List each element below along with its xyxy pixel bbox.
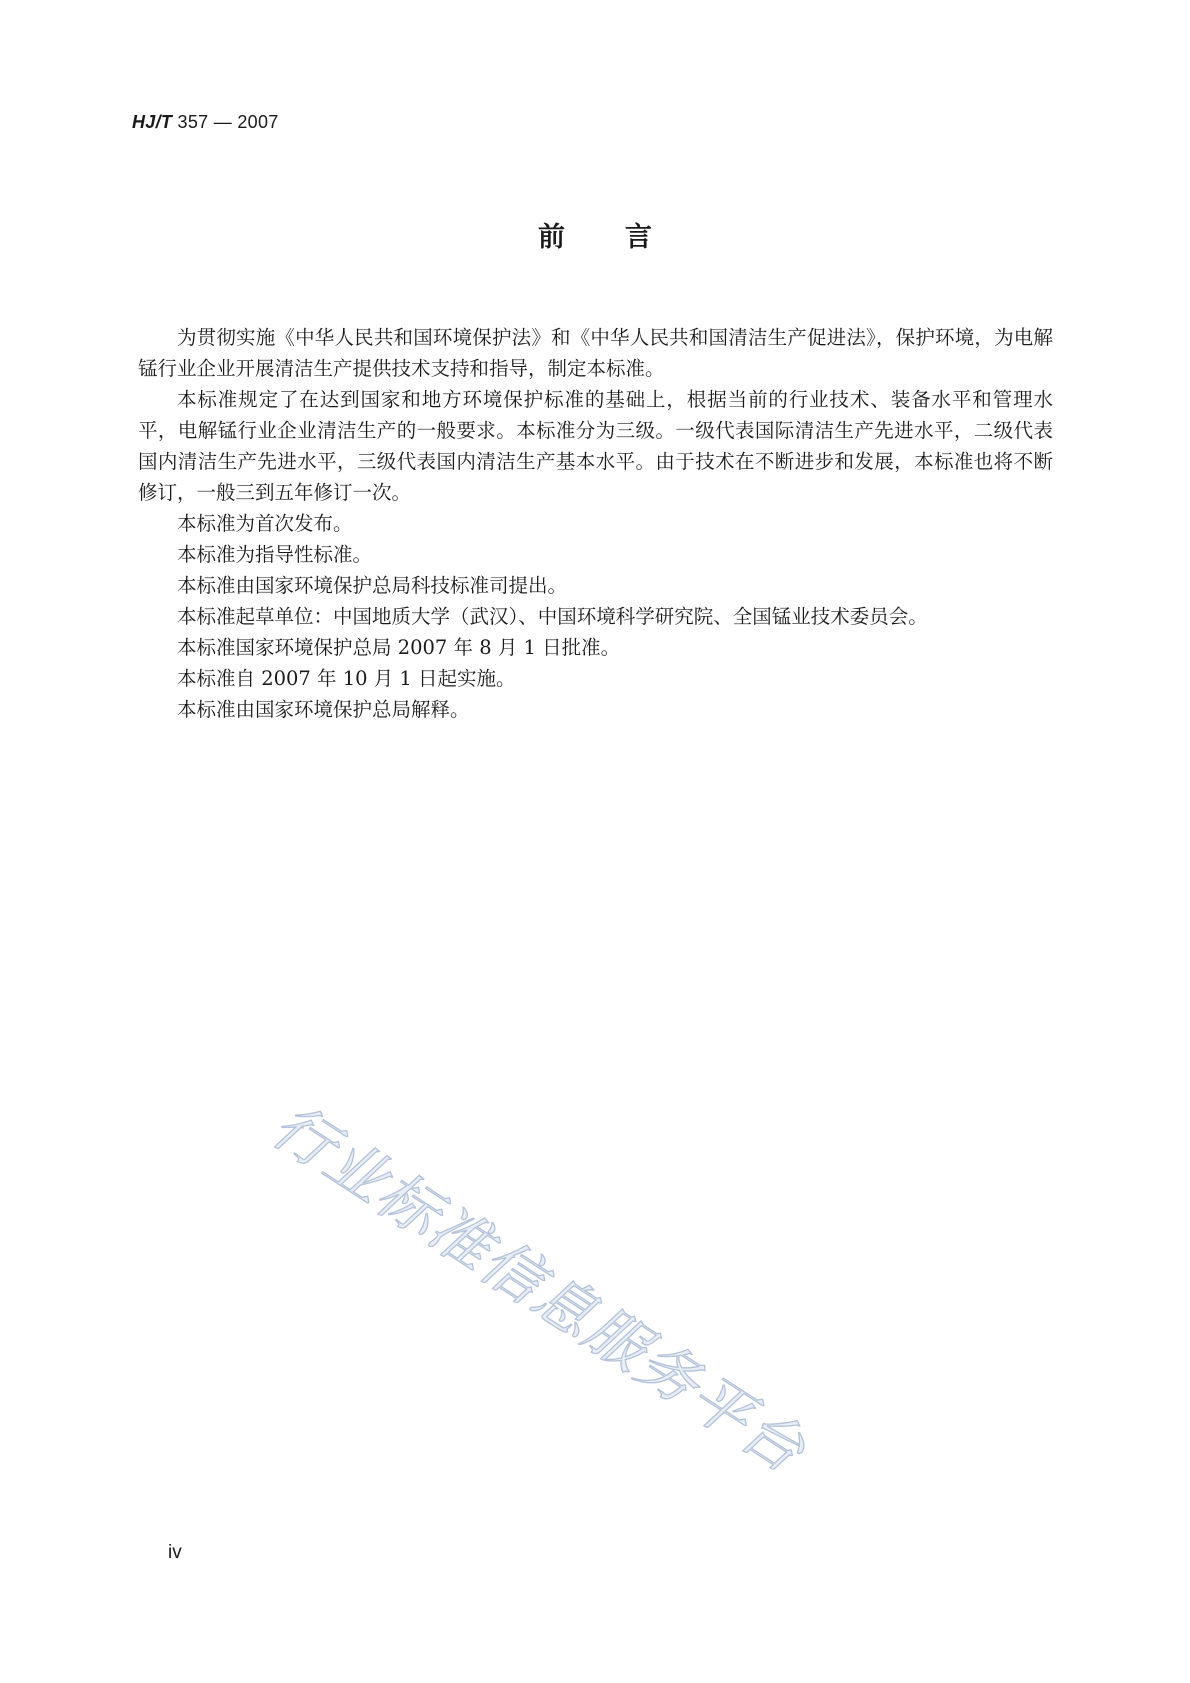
standard-code-number: 357 — 2007 [172,112,279,132]
paragraph-guidance: 本标准为指导性标准。 [177,543,373,566]
paragraph-scope: 本标准规定了在达到国家和地方环境保护标准的基础上，根据当前的行业技术、装备水平和管理水平，电解锰行业企业清洁生产的一般要求。本标准分为三级。一级代表国际清洁生产先进水平，二级代表国内清洁生产先进水平，三级代表国内清洁生产基本水平。由于技术在不断进步和发展，本标准也将不断修订，一般三到五年修订一次。 [138,388,1053,504]
paragraph-drafters: 本标准起草单位：中国地质大学（武汉）、中国环境科学研究院、全国锰业技术委员会。 [177,605,928,628]
standard-code-prefix: HJ/T [132,112,173,132]
paragraph-proposer: 本标准由国家环境保护总局科技标准司提出。 [177,574,568,597]
foreword-body [138,322,1053,725]
paragraph-first-release: 本标准为首次发布。 [177,512,353,535]
watermark: 行业标准信息服务平台 [259,1090,818,1488]
paragraph-purpose: 为贯彻实施《中华人民共和国环境保护法》和《中华人民共和国清洁生产促进法》，保护环境，为电解锰行业企业开展清洁生产提供技术支持和指导，制定本标准。 [138,326,1053,380]
page-title: 前言 [538,222,712,253]
paragraph-approval: 本标准国家环境保护总局 2007 年 8 月 1 日批准。 [177,636,621,659]
standard-code [132,112,279,133]
paragraph-interpretation: 本标准由国家环境保护总局解释。 [177,698,470,721]
paragraph-effective-date: 本标准自 2007 年 10 月 1 日起实施。 [177,667,516,690]
page-number: iv [168,1542,182,1563]
